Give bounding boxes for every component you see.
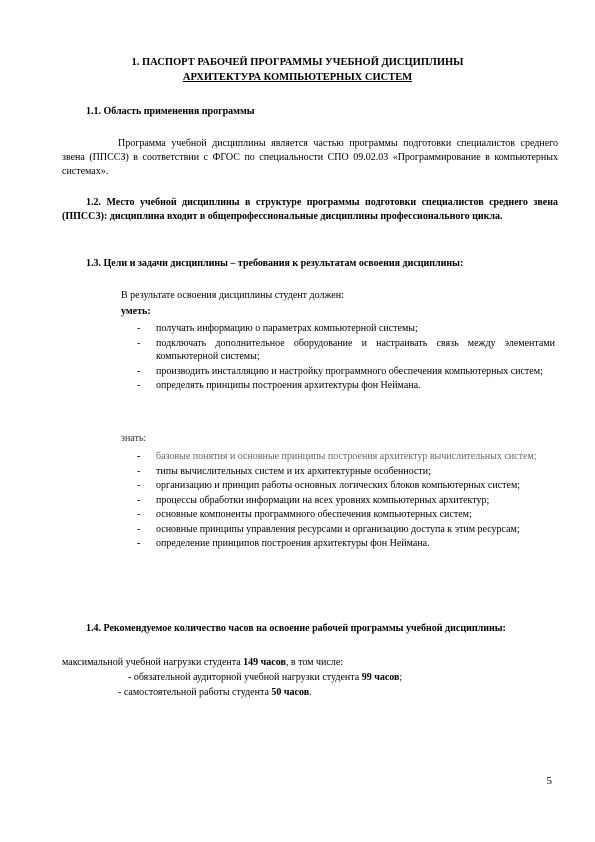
- self-work-text: - самостоятельной работы студента: [118, 687, 272, 698]
- znat-item: [121, 537, 555, 551]
- max-load-suffix: , в том числе:: [285, 657, 344, 668]
- znat-label: знать:: [121, 433, 147, 444]
- auditory-load-text: - обязательной аудиторной учебной нагрузки студента: [128, 672, 362, 683]
- section-1-1-text: Программа учебной дисциплины является частью программы подготовки специалистов среднего звена (ППССЗ) в соответствии с ФГОС по специальности СПО 09.02.03 «Программирование в компьютерных системах».: [62, 138, 558, 177]
- znat-item: [121, 479, 555, 493]
- max-load-value: 149 часов: [243, 657, 286, 668]
- dash-marker: -: [137, 337, 141, 349]
- section-1-2-text: 1.2. Место учебной дисциплины в структуре программы подготовки специалистов среднего звена (ППССЗ): дисциплина входит в общепрофессиональные дисциплины профессионального цикла.: [62, 197, 558, 222]
- znat-item-text: определение принципов построения архитектуры фон Неймана.: [156, 538, 430, 549]
- znat-item: [121, 450, 555, 464]
- self-work-suffix: .: [309, 687, 312, 698]
- znat-item-text: организацию и принцип работы основных логических блоков компьютерных систем;: [156, 480, 521, 491]
- umet-item: [121, 337, 555, 364]
- umet-item-text: определять принципы построения архитектуры фон Неймана.: [156, 380, 421, 391]
- znat-item: [121, 523, 555, 537]
- umet-list: [121, 322, 555, 394]
- umet-item: [121, 365, 555, 379]
- znat-item-text: типы вычислительных систем и их архитектурные особенности;: [156, 465, 431, 477]
- umet-item: [121, 379, 555, 393]
- dash-marker: -: [137, 323, 141, 334]
- umet-item-text: подключать дополнительное оборудование и настраивать связь между элементами компьютерной системы;: [156, 337, 555, 362]
- dash-marker: -: [137, 480, 141, 491]
- dash-marker: -: [137, 465, 141, 477]
- znat-list: [121, 450, 555, 552]
- page-number: 5: [546, 775, 552, 787]
- umet-item-text: получать информацию о параметрах компьютерной системы;: [156, 323, 418, 334]
- znat-item-text: базовые понятия и основные принципы построения архитектур вычислительных систем;: [156, 451, 537, 462]
- dash-marker: -: [137, 538, 141, 549]
- dash-marker: -: [137, 494, 141, 506]
- umet-item-text: производить инсталляцию и настройку программного обеспечения компьютерных систем;: [156, 365, 543, 377]
- umet-item: [121, 322, 555, 336]
- section-1-4-heading: 1.4. Рекомендуемое количество часов на освоение рабочей программы учебной дисциплины:: [86, 623, 506, 634]
- znat-item: [121, 508, 555, 522]
- title-line-2: АРХИТЕКТУРА КОМПЬЮТЕРНЫХ СИСТЕМ: [182, 72, 413, 83]
- dash-marker: -: [137, 451, 141, 462]
- dash-marker: -: [137, 509, 141, 520]
- dash-marker: -: [137, 365, 141, 377]
- section-1-3-lead: В результате освоения дисциплины студент должен:: [121, 290, 344, 301]
- section-1-1-heading: 1.1. Область применения программы: [86, 106, 255, 117]
- self-work-line: [118, 686, 312, 700]
- dash-marker: -: [137, 380, 141, 391]
- znat-item-text: процессы обработки информации на всех уровнях компьютерных архитектур;: [156, 494, 490, 506]
- znat-item: [121, 465, 555, 479]
- max-load-text: максимальной учебной нагрузки студента: [62, 657, 244, 668]
- umet-label: уметь:: [121, 306, 151, 317]
- znat-item-text: основные компоненты программного обеспечения компьютерных систем;: [156, 509, 472, 520]
- max-load-line: [62, 656, 343, 670]
- document-title: [0, 55, 595, 85]
- section-1-3-heading: 1.3. Цели и задачи дисциплины – требования к результатам освоения дисциплины:: [86, 258, 464, 269]
- znat-item: [121, 494, 555, 508]
- auditory-load-value: 99 часов: [361, 672, 400, 683]
- auditory-load-line: [128, 671, 402, 685]
- znat-item-text: основные принципы управления ресурсами и организацию доступа к этим ресурсам;: [156, 523, 520, 535]
- title-line-1: 1. ПАСПОРТ РАБОЧЕЙ ПРОГРАММЫ УЧЕБНОЙ ДИСЦИПЛИНЫ: [131, 57, 464, 68]
- dash-marker: -: [137, 523, 141, 535]
- auditory-load-suffix: ;: [399, 672, 403, 683]
- self-work-value: 50 часов: [271, 687, 310, 698]
